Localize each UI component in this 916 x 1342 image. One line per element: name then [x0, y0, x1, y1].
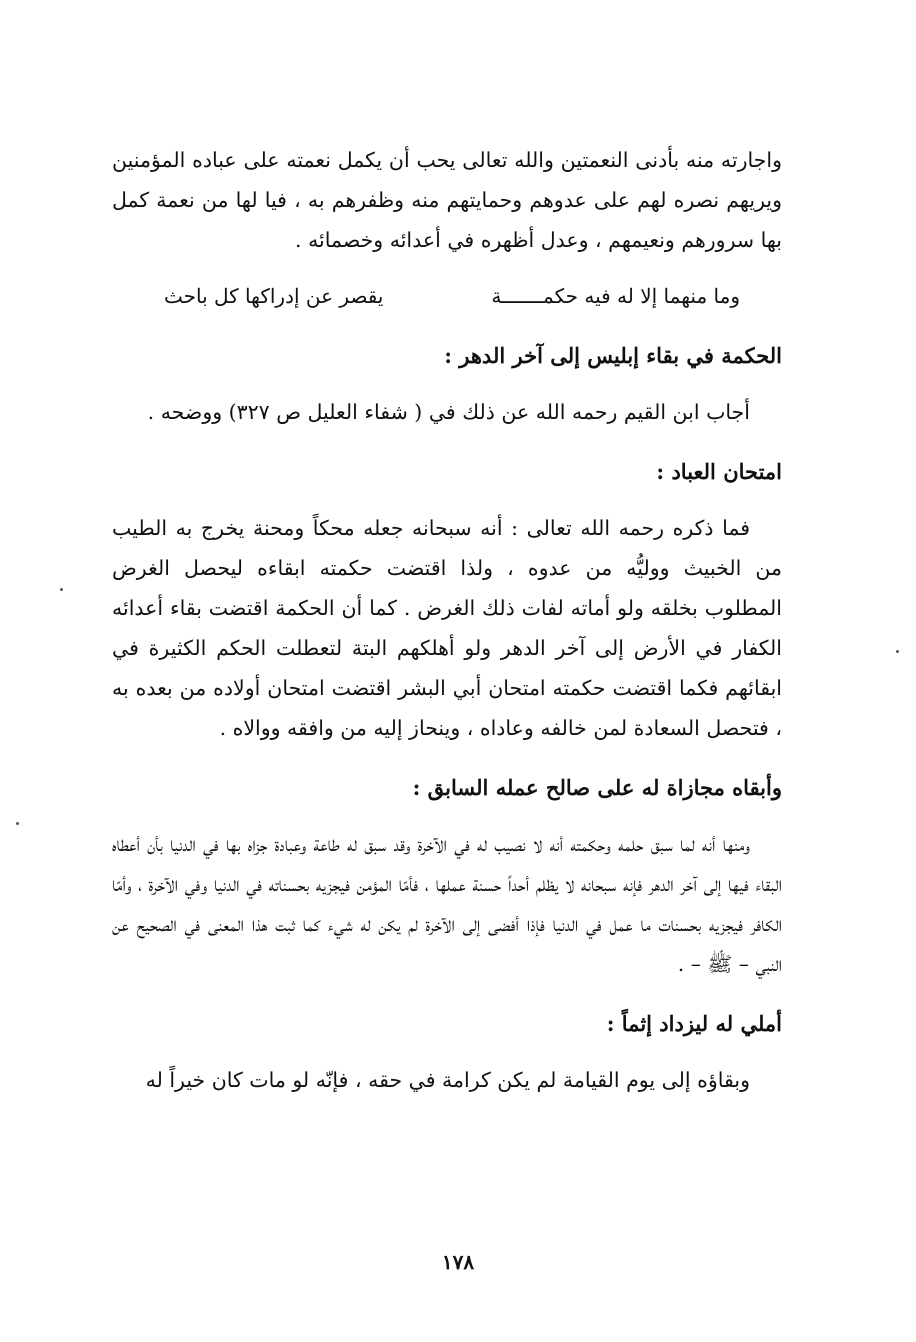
paragraph-3: فما ذكره رحمه الله تعالى : أنه سبحانه جعله محكاً ومحنة يخرج به الطيب من الخبيث ووليُّه من عدوه ، ولذا اقتضت حكمته ابقاءه ليحصل الغرض المطلوب بخلقه ولو أماته لفات ذلك الغرض . كما أن الحكمة اقتضت بقاء أعدائه الكفار في الأرض إلى آخر الدهر ولو أهلكهم البتة لتعطلت الحكم الكثيرة في ابقائهم فكما اقتضت حكمته امتحان أبي البشر اقتضت امتحان أولاده من بعده به ، فتحصل السعادة لمن خالفه وعاداه ، وينحاز إليه من وافقه ووالاه . — [112, 516, 782, 740]
scan-speck — [896, 650, 899, 653]
scan-speck — [60, 588, 63, 591]
heading-reward: وأبقاه مجازاة له على صالح عمله السابق : — [412, 775, 782, 800]
paragraph-2: أجاب ابن القيم رحمه الله عن ذلك في ( شفاء العليل ص ٣٢٧) ووضحه . — [147, 400, 750, 424]
heading-testing-servants: امتحان العباد : — [656, 459, 782, 484]
paragraph-4: ومنها أنه لما سبق حلمه وحكمته أنه لا نصيب له في الآخرة وقد سبق له طاعة وعبادة جزاه بها في الدنيا بأن أعطاه البقاء فيها إلى آخر الدهر فإنه سبحانه لا يظلم أحداً حسنة عملها ، فأمّا المؤمن فيجزيه بحسناته في الدنيا وفي الآخرة ، وأمّا الكافر فيجزيه بحسنات ما عمل في الدنيا فإذا أفضى إلى الآخرة لم يكن له شيء كما ثبت هذا المعنى في الصحيح عن النبي – ﷺ – . — [112, 832, 782, 976]
heading-iblis-wisdom: الحكمة في بقاء إبليس إلى آخر الدهر : — [444, 343, 782, 368]
poetry-verse — [112, 276, 782, 316]
heading-respite: أملي له ليزداد إثماً : — [606, 1011, 782, 1036]
verse-second-hemistich: يقصر عن إدراكها كل باحث — [164, 284, 384, 308]
document-page — [112, 140, 782, 1300]
page-number: ١٧٨ — [441, 1250, 475, 1274]
scan-speck — [16, 822, 19, 825]
paragraph-1: واجارته منه بأدنى النعمتين والله تعالى يحب أن يكمل نعمته على عباده المؤمنين ويريهم نصره لهم على عدوهم وحمايتهم منه وظفرهم به ، فيا لها من نعمة كمل بها سرورهم ونعيمهم ، وعدل أظهره في أعدائه وخصمائه . — [112, 148, 782, 252]
verse-first-hemistich: وما منهما إلا له فيه حكمـــــــة — [491, 284, 740, 308]
paragraph-5: وبقاؤه إلى يوم القيامة لم يكن كرامة في حقه ، فإنّه لو مات كان خيراً له — [145, 1068, 750, 1092]
